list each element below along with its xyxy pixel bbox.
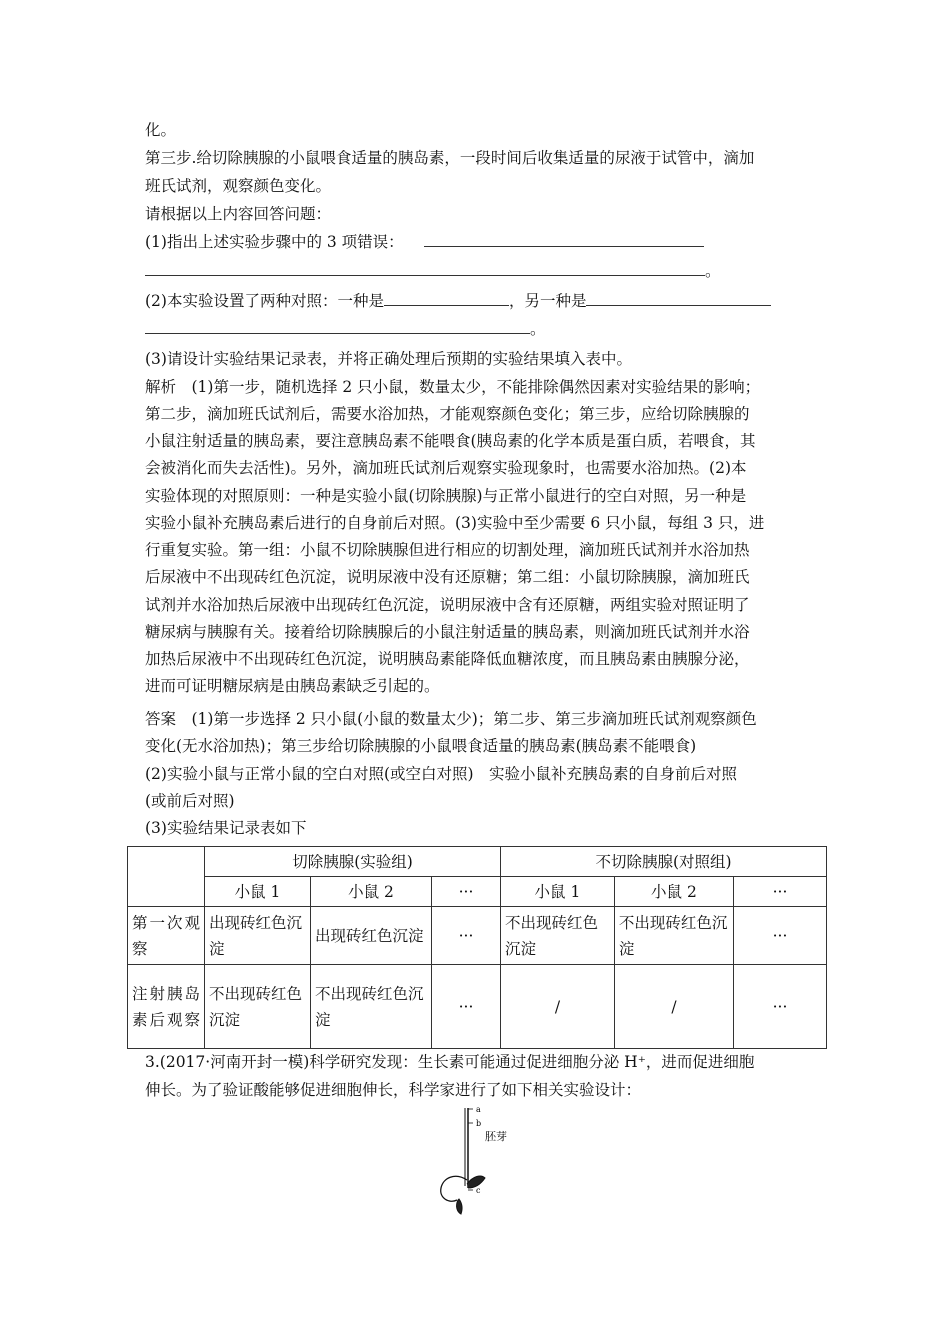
- table-col-mouse2: 小鼠 2: [614, 877, 733, 907]
- table-cell: /: [501, 965, 615, 1049]
- question-2: [145, 288, 810, 314]
- table-col-more: ···: [432, 877, 501, 907]
- table-corner: [128, 847, 205, 907]
- analysis-line: 解析 (1)第一步，随机选择 2 只小鼠，数量太少，不能排除偶然因素对实验结果的影响；: [145, 378, 761, 396]
- answer-blank[interactable]: [145, 259, 705, 276]
- table-cell: ···: [734, 907, 827, 965]
- analysis-line: 会被消化而失去活性)。另外，滴加班氏试剂后观察实验现象时，也需要水浴加热。(2)本: [145, 459, 747, 477]
- row-label-after-insulin: 注射胰岛素后观察: [128, 965, 205, 1049]
- answer-blank[interactable]: [586, 289, 771, 306]
- question-1-cont: [145, 258, 810, 284]
- period: 。: [530, 320, 546, 338]
- analysis-line: 后尿液中不出现砖红色沉淀，说明尿液中没有还原糖；第二组：小鼠切除胰腺，滴加班氏: [145, 568, 750, 586]
- period: 。: [705, 262, 721, 280]
- answer-blank[interactable]: [424, 230, 704, 247]
- row-label-first: 第一次观察: [128, 907, 205, 965]
- label-c: c: [476, 1186, 481, 1195]
- text-line: 化。: [145, 121, 177, 139]
- table-cell: ···: [734, 965, 827, 1049]
- table-header-exp: 切除胰腺(实验组): [205, 847, 501, 877]
- analysis-line: 小鼠注射适量的胰岛素，要注意胰岛素不能喂食(胰岛素的化学本质是蛋白质，若喂食，其: [145, 432, 756, 450]
- table-cell: 不出现砖红色沉淀: [614, 907, 733, 965]
- answer-line: (3)实验结果记录表如下: [145, 819, 307, 837]
- table-cell: ···: [432, 965, 501, 1049]
- table-col-more: ···: [734, 877, 827, 907]
- answer-line: (或前后对照): [145, 792, 235, 810]
- question-3-stem: 伸长。为了验证酸能够促进细胞伸长，科学家进行了如下相关实验设计：: [145, 1081, 642, 1099]
- seed-root: [457, 1199, 462, 1214]
- table-cell: 不出现砖红色沉淀: [311, 965, 432, 1049]
- table-cell: 不出现砖红色沉淀: [501, 907, 615, 965]
- analysis-line: 进而可证明糖尿病是由胰岛素缺乏引起的。: [145, 677, 440, 695]
- table-col-mouse1: 小鼠 1: [501, 877, 615, 907]
- question-1: [145, 229, 810, 255]
- answer-blank[interactable]: [145, 317, 530, 334]
- seed-leaf-left: [441, 1176, 467, 1201]
- answer-line: 答案 (1)第一步选择 2 只小鼠(小鼠的数量太少)；第二步、第三步滴加班氏试剂观察颜色: [145, 710, 757, 728]
- analysis-line: 实验体现的对照原则：一种是实验小鼠(切除胰腺)与正常小鼠进行的空白对照，另一种是: [145, 487, 747, 505]
- answer-blank[interactable]: [384, 289, 509, 306]
- table-cell: ···: [432, 907, 501, 965]
- question-3: (3)请设计实验结果记录表，并将正确处理后预期的实验结果填入表中。: [145, 350, 632, 368]
- table-col-mouse1: 小鼠 1: [205, 877, 311, 907]
- analysis-line: 加热后尿液中不出现砖红色沉淀，说明胰岛素能降低血糖浓度，而且胰岛素由胰腺分泌，: [145, 650, 750, 668]
- table-cell: 出现砖红色沉淀: [205, 907, 311, 965]
- question-1-label: (1)指出上述实验步骤中的 3 项错误：: [145, 233, 404, 251]
- text-line: 第三步.给切除胰腺的小鼠喂食适量的胰岛素，一段时间后收集适量的尿液于试管中，滴加: [145, 149, 755, 167]
- analysis-line: 行重复实验。第一组：小鼠不切除胰腺但进行相应的切割处理，滴加班氏试剂并水浴加热: [145, 541, 750, 559]
- question-2-mid: ，另一种是: [508, 292, 587, 310]
- table-header-ctrl: 不切除胰腺(对照组): [501, 847, 827, 877]
- answer-line: (2)实验小鼠与正常小鼠的空白对照(或空白对照) 实验小鼠补充胰岛素的自身前后对照: [145, 765, 738, 783]
- label-coleoptile: 胚芽: [485, 1130, 507, 1143]
- results-table: [127, 846, 827, 1049]
- analysis-line: 试剂并水浴加热后尿液中出现砖红色沉淀，说明尿液中含有还原糖，两组实验对照证明了: [145, 596, 750, 614]
- analysis-line: 糖尿病与胰腺有关。接着给切除胰腺后的小鼠注射适量的胰岛素，则滴加班氏试剂并水浴: [145, 623, 750, 641]
- seed-leaf-right: [467, 1176, 485, 1188]
- text-line: 请根据以上内容回答问题：: [145, 205, 332, 223]
- analysis-line: 实验小鼠补充胰岛素后进行的自身前后对照。(3)实验中至少需要 6 只小鼠，每组 3 只，进: [145, 514, 765, 532]
- coleoptile-figure: [425, 1100, 525, 1220]
- label-a: a: [476, 1105, 481, 1114]
- analysis-line: 第二步，滴加班氏试剂后，需要水浴加热，才能观察颜色变化；第三步，应给切除胰腺的: [145, 405, 750, 423]
- question-3-stem: 3.(2017·河南开封一模)科学研究发现：生长素可能通过促进细胞分泌 H⁺，进而促进细胞: [145, 1053, 755, 1071]
- question-2-label: (2)本实验设置了两种对照：一种是: [145, 292, 384, 310]
- table-cell: /: [614, 965, 733, 1049]
- label-b: b: [476, 1119, 482, 1128]
- text-line: 班氏试剂，观察颜色变化。: [145, 177, 332, 195]
- table-cell: 出现砖红色沉淀: [311, 907, 432, 965]
- table-cell: 不出现砖红色沉淀: [205, 965, 311, 1049]
- table-col-mouse2: 小鼠 2: [311, 877, 432, 907]
- question-2-cont: [145, 316, 810, 342]
- answer-line: 变化(无水浴加热)；第三步给切除胰腺的小鼠喂食适量的胰岛素(胰岛素不能喂食): [145, 737, 697, 755]
